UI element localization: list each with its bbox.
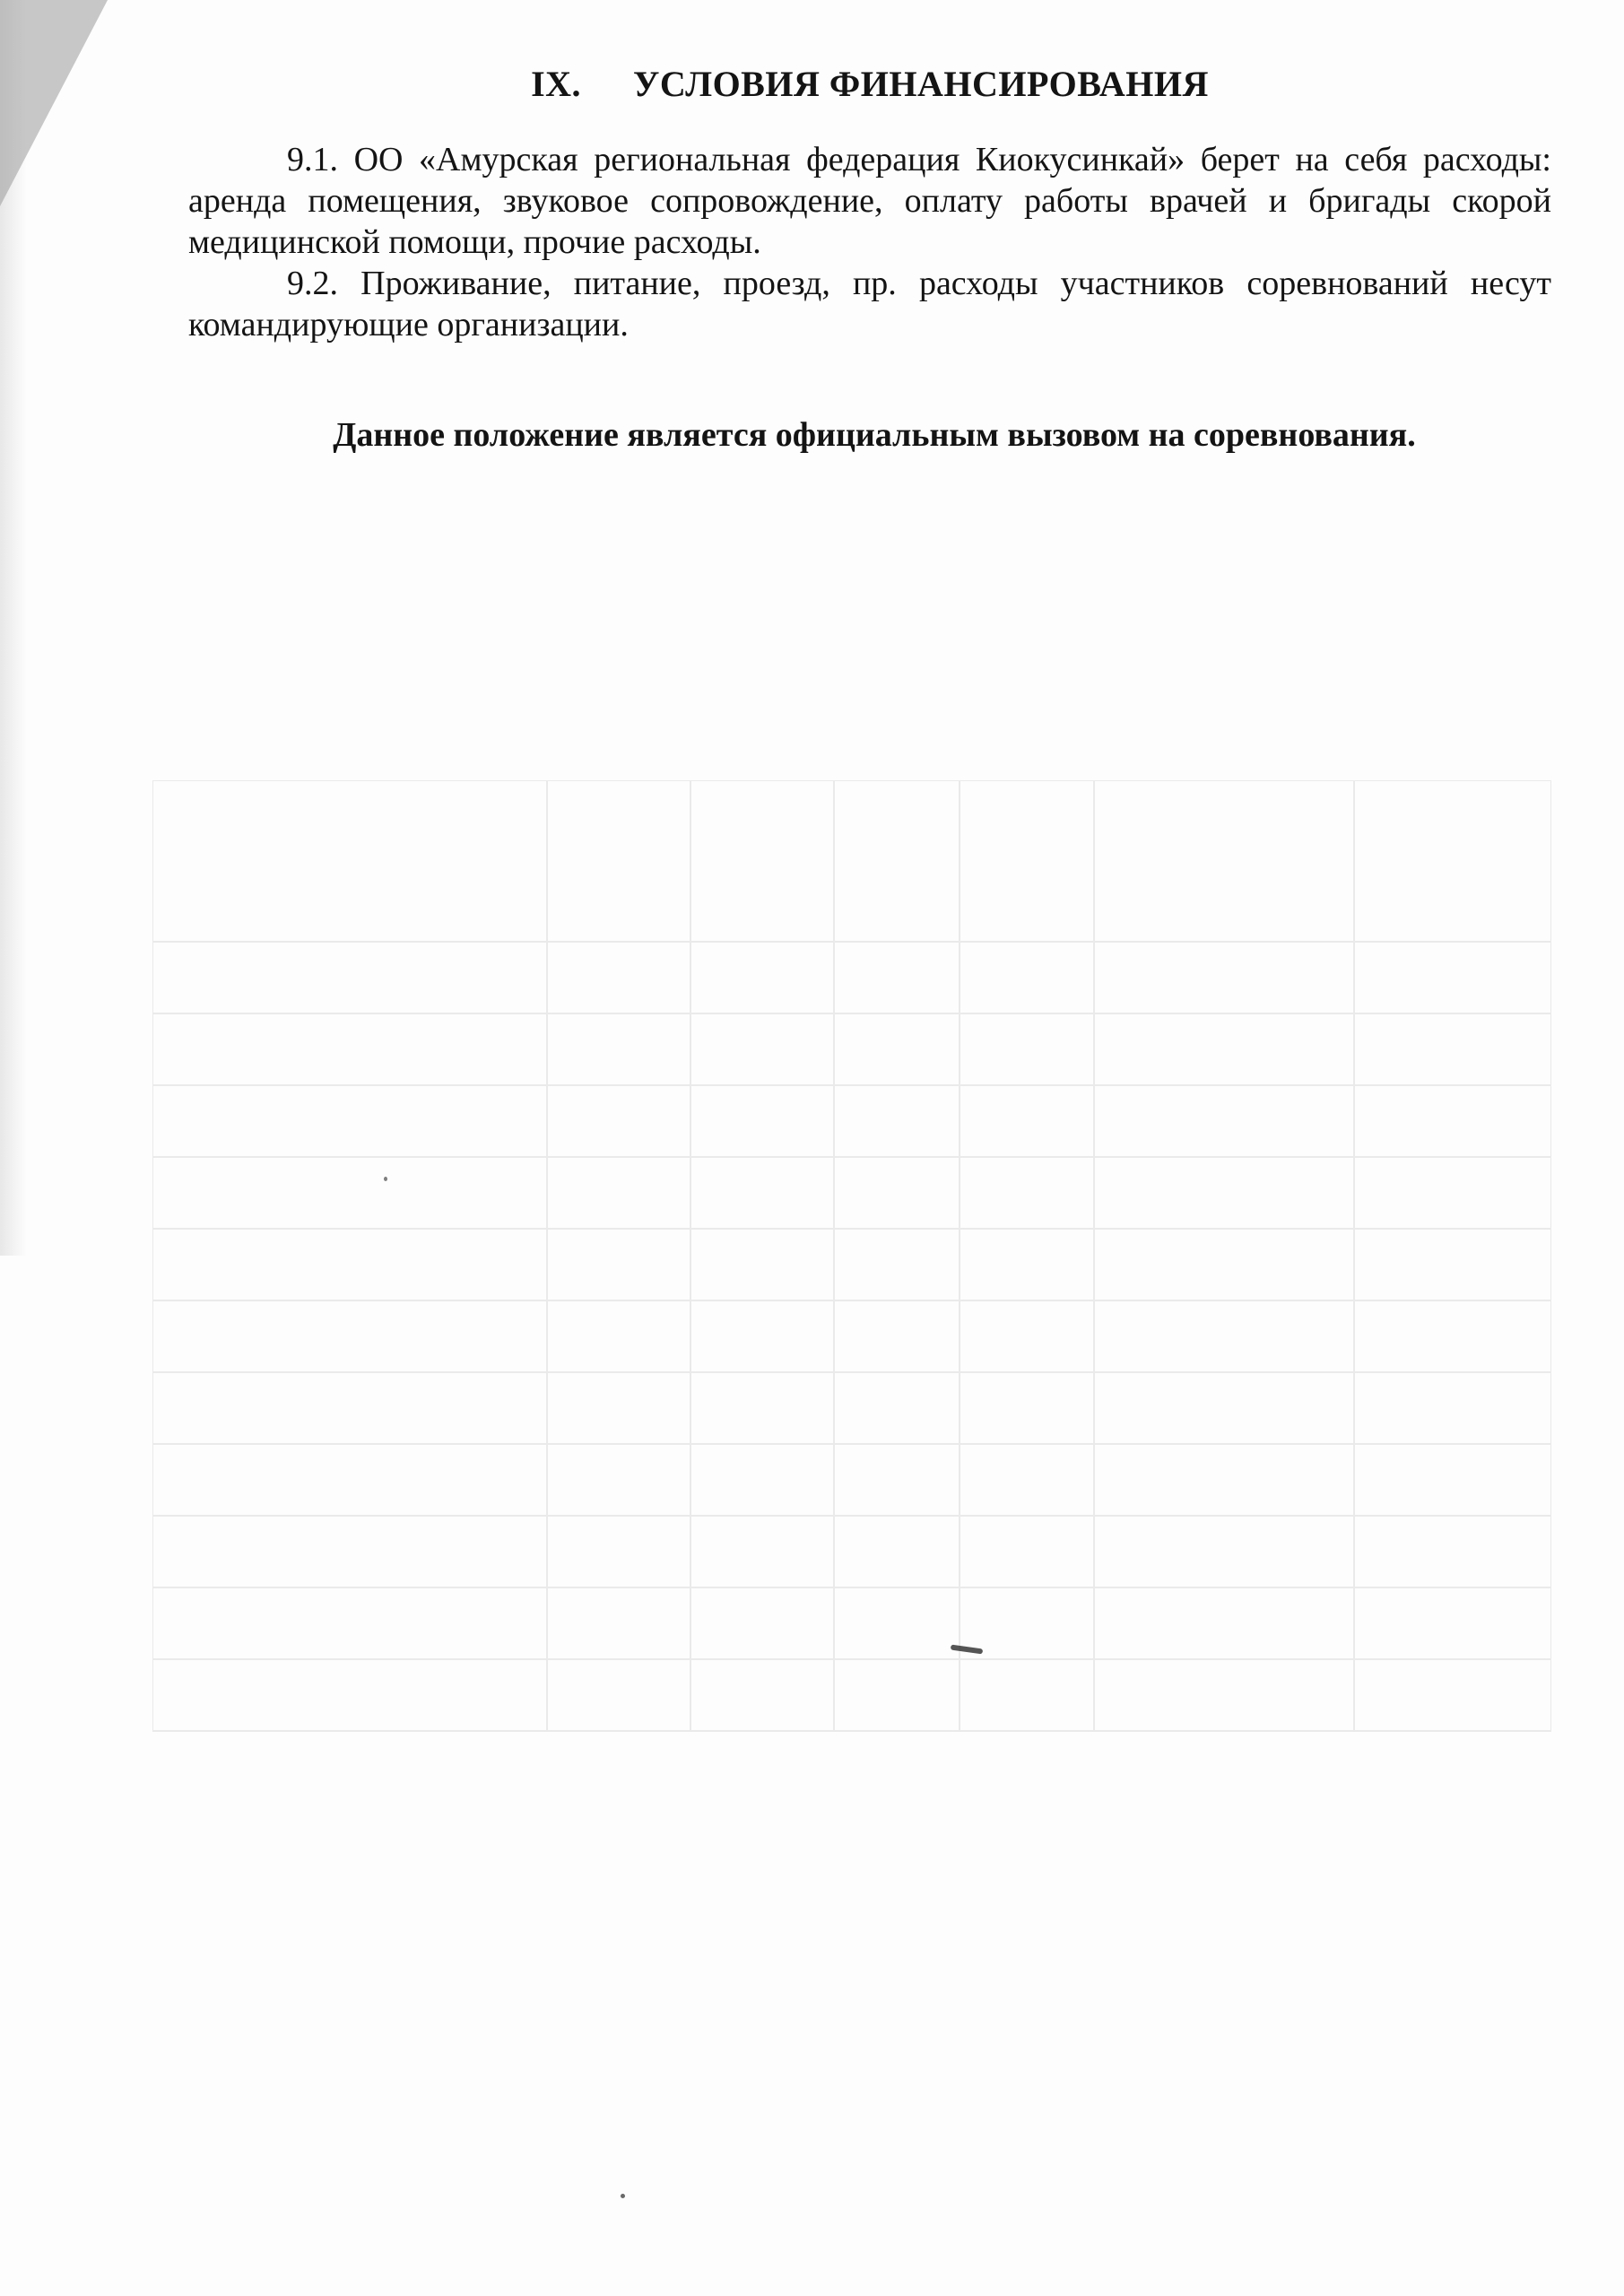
scan-speck [621,2194,625,2198]
paragraph-9-1: 9.1. ОО «Амурская региональная федерация Киокусинкай» берет на себя расходы: аренда помещения, звуковое сопровождение, оплату работы врачей и бригады скорой медицинской помощи, прочие расходы. [188,141,1551,261]
closing-statement: Данное положение является официальным вызовом на соревнования. [333,416,1416,454]
paragraph-9-2: 9.2. Проживание, питание, проезд, пр. расходы участников соревнований несут командирующие организации. [188,265,1551,344]
scan-speck [384,1177,387,1181]
section-number: IX. [531,64,582,104]
section-heading [188,63,1551,105]
show-through-table [152,780,1551,1857]
folded-corner [0,0,108,206]
document-content [188,63,1551,489]
section-title: УСЛОВИЯ ФИНАНСИРОВАНИЯ [633,64,1209,104]
